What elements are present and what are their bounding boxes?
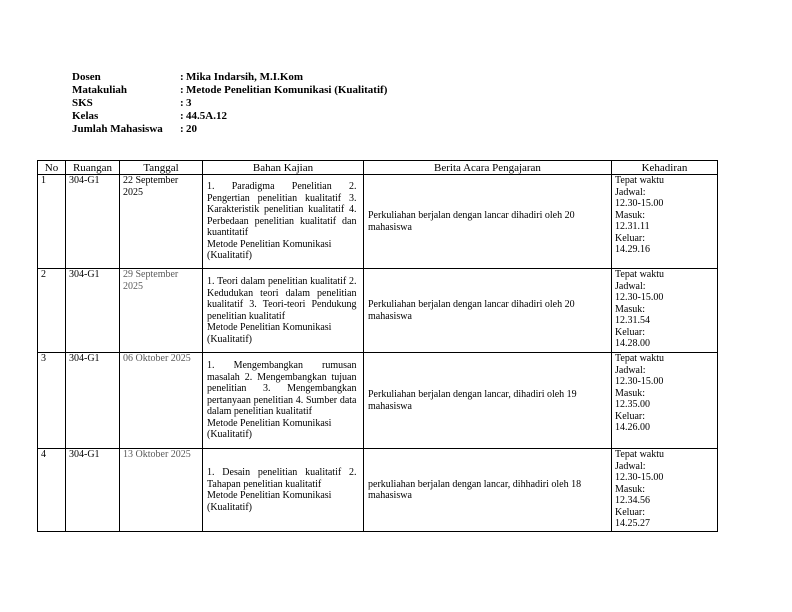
cell-ruangan: 304-G1 [66,353,120,449]
matakuliah-text: Metode Penelitian Komunikasi (Kualitatif) [207,238,332,262]
header-no: No [38,161,66,175]
jadwal-label: Jadwal: [615,280,646,292]
masuk-value: 12.35.00 [615,399,650,410]
header-ruangan: Ruangan [66,161,120,175]
tanggal-text: 13 Oktober 2025 [123,449,191,460]
matakuliah-text: Metode Penelitian Komunikasi (Kualitatif) [207,417,332,441]
topik-text: 1. Paradigma Penelitian 2. Pengertian penelitian kualitatif 3. Karakteristik penelitian kualitatif 4. Perbedaan penelitian kualitatif dan kuantitatif [207,181,357,239]
jadwal-label: Jadwal: [615,364,646,376]
info-value: Metode Penelitian Komunikasi (Kualitatif) [186,84,388,96]
topik-text: 1. Mengembangkan rumusan masalah 2. Mengembangkan tujuan penelitian 3. Mengembangkan pertanyaan penelitian 4. Sumber data dalam penelitian kualitatif [207,360,357,418]
info-value: Mika Indarsih, M.I.Kom [186,71,304,83]
info-label: Jumlah Mahasiswa [72,123,163,135]
cell-ruangan: 304-G1 [66,449,120,532]
info-value: 20 [186,123,197,135]
cell-kehadiran [612,269,718,353]
cell-berita-acara [364,353,612,449]
keluar-label: Keluar: [615,326,645,338]
matakuliah-text: Metode Penelitian Komunikasi (Kualitatif) [207,490,332,513]
masuk-label: Masuk: [615,387,645,399]
header-tanggal: Tanggal [120,161,203,175]
keluar-label: Keluar: [615,410,645,422]
teaching-log-table [37,160,718,532]
header-kehadiran: Kehadiran [612,161,718,175]
kehadiran-status: Tepat waktu [615,353,665,364]
info-separator: : [180,97,184,109]
table-row [38,269,718,353]
matakuliah-text: Metode Penelitian Komunikasi (Kualitatif) [207,322,332,345]
jadwal-label: Jadwal: [615,460,646,472]
info-value: 3 [186,97,192,109]
info-separator: : [180,71,184,83]
info-value: 44.5A.12 [186,110,227,122]
cell-bahan-kajian [203,269,364,353]
masuk-value: 12.34.56 [615,495,650,506]
cell-bahan-kajian [203,449,364,532]
cell-no: 2 [38,269,66,353]
cell-no: 4 [38,449,66,532]
info-row-sks [72,97,387,110]
cell-ruangan: 304-G1 [66,269,120,353]
info-label: Matakuliah [72,84,128,96]
tanggal-text: 22 September 2025 [123,175,179,198]
cell-no: 1 [38,175,66,269]
keluar-value: 14.29.16 [615,244,650,255]
cell-tanggal [120,449,203,532]
header-berita-acara: Berita Acara Pengajaran [364,161,612,175]
keluar-value: 14.25.27 [615,518,650,529]
cell-bahan-kajian [203,175,364,269]
cell-berita-acara [364,175,612,269]
table-row [38,449,718,532]
table-row [38,175,718,269]
topik-text: 1. Teori dalam penelitian kualitatif 2. Kedudukan teori dalam penelitian kualitatif 3. Teori-teori Pendukung penelitian kualitatif [207,276,357,322]
kehadiran-status: Tepat waktu [615,449,665,460]
masuk-value: 12.31.54 [615,315,650,326]
table-row [38,353,718,449]
info-row-dosen [72,71,387,84]
tanggal-text: 29 September 2025 [123,269,179,292]
info-row-kelas [72,110,387,123]
topik-text: 1. Desain penelitian kualitatif 2. Tahapan penelitian kualitatif [207,467,357,490]
info-row-jumlah-mahasiswa [72,123,387,136]
jadwal-value: 12.30-15.00 [615,292,664,303]
jadwal-value: 12.30-15.00 [615,198,664,209]
cell-kehadiran [612,175,718,269]
info-separator: : [180,84,184,96]
info-separator: : [180,110,184,122]
kehadiran-status: Tepat waktu [615,175,665,186]
course-info [72,71,387,136]
cell-kehadiran [612,449,718,532]
cell-bahan-kajian [203,353,364,449]
masuk-label: Masuk: [615,303,645,315]
cell-ruangan: 304-G1 [66,175,120,269]
berita-acara-text: Perkuliahan berjalan dengan lancar dihadiri oleh 20 mahasiswa [368,210,575,233]
info-row-matakuliah [72,84,387,97]
cell-tanggal [120,175,203,269]
masuk-value: 12.31.11 [615,221,650,232]
berita-acara-text: Perkuliahan berjalan dengan lancar dihadiri oleh 20 mahasiswa [368,299,575,322]
cell-kehadiran [612,353,718,449]
kehadiran-status: Tepat waktu [615,269,665,280]
keluar-value: 14.28.00 [615,338,650,349]
info-separator: : [180,123,184,135]
berita-acara-text: perkuliahan berjalan dengan lancar, dihhadiri oleh 18 mahasiswa [368,478,582,501]
masuk-label: Masuk: [615,209,645,221]
table-header-row [38,161,718,175]
keluar-label: Keluar: [615,506,645,518]
cell-berita-acara [364,449,612,532]
info-label: Kelas [72,110,99,122]
cell-berita-acara [364,269,612,353]
cell-tanggal [120,269,203,353]
masuk-label: Masuk: [615,483,645,495]
keluar-value: 14.26.00 [615,422,650,433]
keluar-label: Keluar: [615,232,645,244]
jadwal-value: 12.30-15.00 [615,376,664,387]
header-bahan-kajian: Bahan Kajian [203,161,364,175]
tanggal-text: 06 Oktober 2025 [123,353,191,364]
jadwal-label: Jadwal: [615,186,646,198]
info-label: SKS [72,97,93,109]
berita-acara-text: Perkuliahan berjalan dengan lancar, dihadiri oleh 19 mahasiswa [368,389,577,412]
jadwal-value: 12.30-15.00 [615,472,664,483]
cell-tanggal [120,353,203,449]
cell-no: 3 [38,353,66,449]
info-label: Dosen [72,71,101,83]
